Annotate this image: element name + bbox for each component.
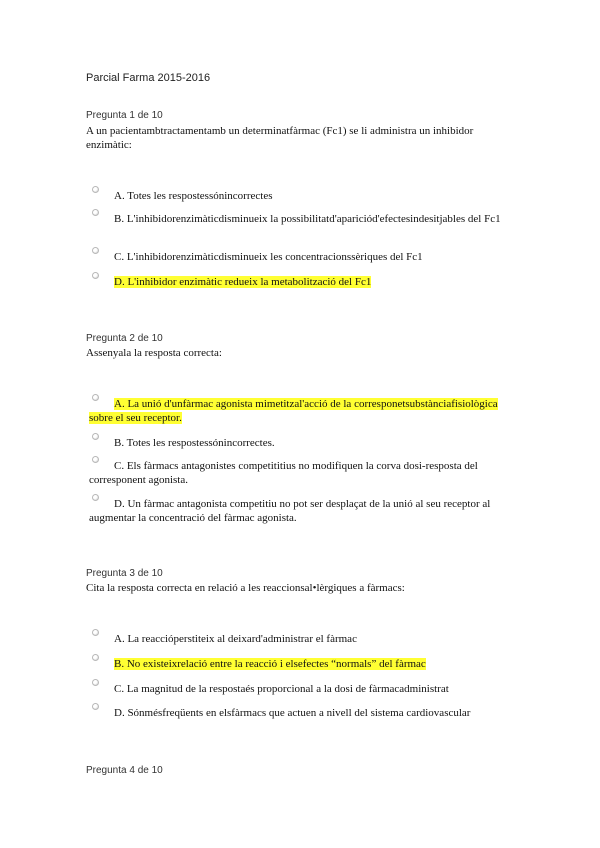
question-1-option-b[interactable]: B. L'inhibidorenzimàticdisminueix la possibilitatd'apariciód'efectesindesitjables del Fc1 <box>92 212 502 226</box>
question-1-stem: A un pacientambtractamentamb un determinatfàrmac (Fc1) se li administra un inhibidor enzimàtic: <box>86 125 474 151</box>
answer-highlight: B. No existeixrelació entre la reacció i elsefectes “normals” del fàrmac <box>114 658 426 670</box>
radio-button-icon[interactable] <box>92 456 99 463</box>
question-2-option-d[interactable]: D. Un fàrmac antagonista competitiu no pot ser desplaçat de la unió al seu receptor al augmentar la concentració del fàrmac agonista. <box>92 497 512 525</box>
question-2-option-c[interactable]: C. Els fàrmacs antagonistes competititius no modifiquen la corva dosi-resposta del corresponent agonista. <box>92 459 512 487</box>
radio-button-icon[interactable] <box>92 186 99 193</box>
radio-button-icon[interactable] <box>92 654 99 661</box>
question-4-counter: Pregunta 4 de 10 <box>86 765 163 776</box>
answer-highlight: D. L'inhibidor enzimàtic redueix la metabolització del Fc1 <box>114 276 372 288</box>
question-2-option-a[interactable] <box>89 397 512 425</box>
answer-highlight: A. La unió d'unfàrmac agonista mimetitzal'acció de la corresponetsubstànciafisiològica sobre el seu receptor. <box>89 398 498 424</box>
radio-button-icon[interactable] <box>92 494 99 501</box>
question-3-counter: Pregunta 3 de 10 <box>86 568 163 579</box>
radio-button-icon[interactable] <box>92 703 99 710</box>
radio-button-icon[interactable] <box>92 272 99 279</box>
radio-button-icon[interactable] <box>92 394 99 401</box>
radio-button-icon[interactable] <box>92 629 99 636</box>
question-3-option-b[interactable] <box>92 657 512 671</box>
question-2-counter: Pregunta 2 de 10 <box>86 333 163 344</box>
question-1-option-c[interactable]: C. L'inhibidorenzimàticdisminueix les concentracionssèriques del Fc1 <box>92 250 512 264</box>
radio-button-icon[interactable] <box>92 209 99 216</box>
radio-button-icon[interactable] <box>92 679 99 686</box>
radio-button-icon[interactable] <box>92 433 99 440</box>
question-3-option-a[interactable]: A. La reaccióperstiteix al deixard'administrar el fàrmac <box>92 632 512 646</box>
question-1-option-a[interactable]: A. Totes les respostessónincorrectes <box>92 189 512 203</box>
question-3-option-c[interactable]: C. La magnitud de la respostaés proporcional a la dosi de fàrmacadministrat <box>92 682 512 696</box>
question-1-counter: Pregunta 1 de 10 <box>86 110 163 121</box>
question-3-stem: Cita la resposta correcta en relació a les reaccionsal•lèrgiques a fàrmacs: <box>86 582 405 594</box>
document-title: Parcial Farma 2015-2016 <box>86 72 211 84</box>
radio-button-icon[interactable] <box>92 247 99 254</box>
question-2-option-b[interactable]: B. Totes les respostessónincorrectes. <box>92 436 512 450</box>
question-2-stem: Assenyala la resposta correcta: <box>86 347 222 359</box>
question-3-option-d[interactable]: D. Sónmésfreqüents en elsfàrmacs que actuen a nivell del sistema cardiovascular <box>92 706 512 720</box>
question-1-option-d[interactable] <box>92 275 512 289</box>
